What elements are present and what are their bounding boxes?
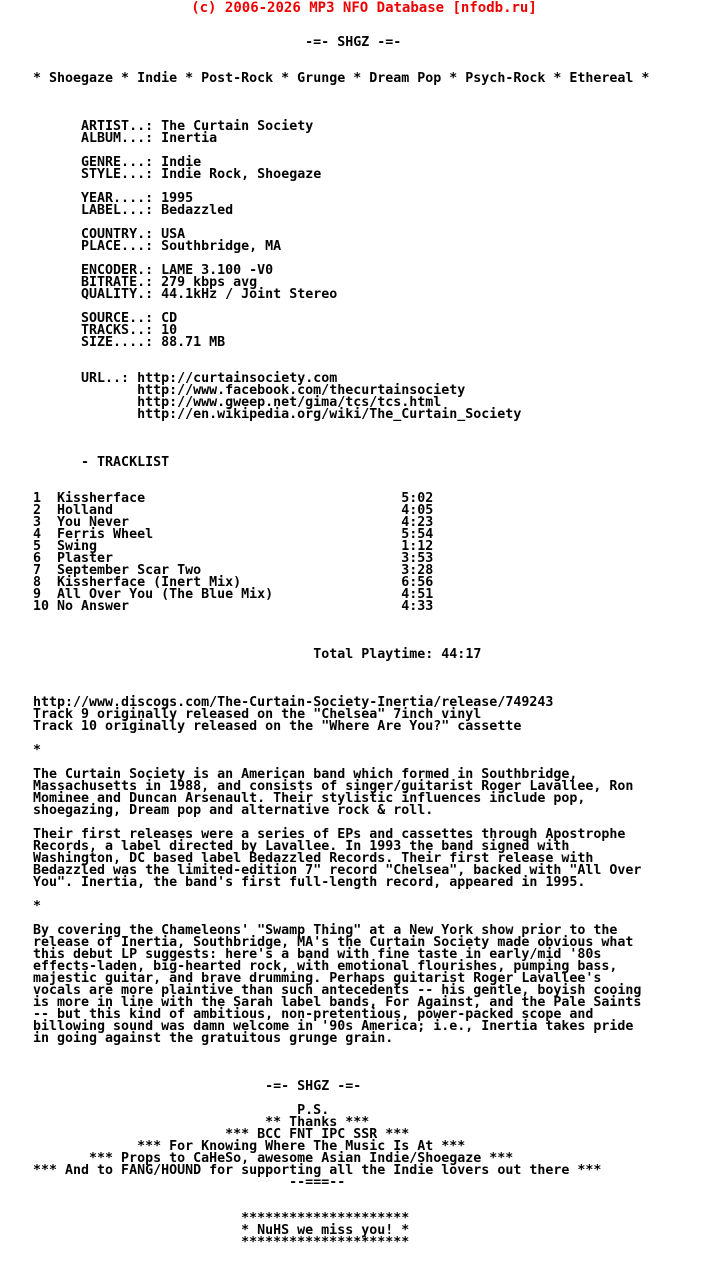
url-value: http://www.facebook.com/thecurtainsociety <box>137 383 466 398</box>
text-line: Track 10 originally released on the "Where Are You?" cassette <box>33 719 522 734</box>
info-row <box>81 205 337 217</box>
info-label: ENCODER.: <box>81 263 154 278</box>
footer-fang-line: *** And to FANG/HOUND for supporting all the Indie lovers out there *** <box>33 1163 602 1178</box>
info-label: QUALITY.: <box>81 287 154 302</box>
info-label: PLACE...: <box>81 239 154 254</box>
info-group <box>81 313 337 349</box>
text-line: shoegazing, Dream pop and alternative rock & roll. <box>33 803 434 818</box>
footer-thanks-line: ** Thanks *** <box>265 1115 370 1130</box>
track-title: No Answer <box>57 599 130 614</box>
track-number: 5 <box>33 539 42 554</box>
genres-line: * Shoegaze * Indie * Post-Rock * Grunge * Dream Pop * Psych-Rock * Ethereal * <box>33 71 650 86</box>
url-value: http://www.gweep.net/gima/tcs/tcs.html <box>137 395 442 410</box>
ascii-box-top: ********************* <box>241 1211 410 1226</box>
bio-paragraph-3 <box>33 925 641 1045</box>
release-notes <box>33 697 553 733</box>
info-label: SIZE....: <box>81 335 154 350</box>
text-line: Bedazzled was the limited-edition 7" record "Chelsea", backed with "All Over <box>33 863 642 878</box>
tracklist-heading: - TRACKLIST <box>81 455 170 470</box>
url-value: http://en.wikipedia.org/wiki/The_Curtain_Society <box>137 407 522 422</box>
info-value: 10 <box>161 323 178 338</box>
info-row <box>81 169 337 181</box>
track-time: 6:56 <box>401 575 434 590</box>
footer-section-banner: -=- SHGZ -=- <box>265 1079 362 1094</box>
info-value: LAME 3.100 -V0 <box>161 263 274 278</box>
text-line: The Curtain Society is an American band which formed in Southbridge, <box>33 767 578 782</box>
text-line: Washington, DC based label Bedazzled Records. Their first release with <box>33 851 594 866</box>
nuhs-ascii-box <box>33 1213 409 1249</box>
track-title: Swing <box>57 539 98 554</box>
url-label: URL..: <box>81 371 130 386</box>
track-number: 2 <box>33 503 42 518</box>
section-banner: -=- SHGZ -=- <box>305 35 402 50</box>
text-line: You". Inertia, the band's first full-length record, appeared in 1995. <box>33 875 586 890</box>
text-line: By covering the Chameleons' "Swamp Thing" at a New York show prior to the <box>33 923 618 938</box>
text-line: Their first releases were a series of EPs and cassettes through Apostrophe <box>33 827 626 842</box>
text-line: majestic guitar, and brave drumming. Perhaps guitarist Roger Lavallee's <box>33 971 602 986</box>
track-number: 10 <box>33 599 50 614</box>
text-line: -- but this kind of ambitious, non-pretentious, power-packed scope and <box>33 1007 594 1022</box>
info-group <box>81 157 337 181</box>
release-info-block <box>33 121 337 361</box>
track-number: 4 <box>33 527 42 542</box>
info-group <box>81 229 337 253</box>
info-value: Inertia <box>161 131 218 146</box>
text-line: billowing sound was damn welcome in '90s America; i.e., Inertia takes pride <box>33 1019 634 1034</box>
track-title: You Never <box>57 515 130 530</box>
footer-props-line: *** Props to CaHeSo, awesome Asian Indie/Shoegaze *** <box>89 1151 514 1166</box>
track-time: 3:53 <box>401 551 434 566</box>
track-time: 5:54 <box>401 527 434 542</box>
text-line: Mominee and Duncan Arsenault. Their stylistic influences include pop, <box>33 791 586 806</box>
bio-paragraph-1 <box>33 769 633 817</box>
footer-ps-line: P.S. <box>297 1103 330 1118</box>
info-label: SOURCE..: <box>81 311 154 326</box>
track-title: Ferris Wheel <box>57 527 154 542</box>
info-label: ARTIST..: <box>81 119 154 134</box>
track-title: Plaster <box>57 551 114 566</box>
footer-separator-line: --===-- <box>289 1175 346 1190</box>
ascii-box-bottom: ********************* <box>241 1235 410 1250</box>
info-row <box>81 133 337 145</box>
info-row <box>81 241 337 253</box>
text-line: in going against the gratuitous grunge grain. <box>33 1031 394 1046</box>
track-time: 4:33 <box>401 599 434 614</box>
info-value: Indie <box>161 155 202 170</box>
info-row <box>81 289 337 301</box>
track-time: 5:02 <box>401 491 434 506</box>
info-value: 1995 <box>161 191 194 206</box>
track-number: 6 <box>33 551 42 566</box>
text-line: release of Inertia, Southbridge, MA's the Curtain Society made obvious what <box>33 935 634 950</box>
track-title: Holland <box>57 503 114 518</box>
info-label: ALBUM...: <box>81 131 154 146</box>
track-title: All Over You (The Blue Mix) <box>57 587 274 602</box>
ascii-box-text: * NuHS we miss you! * <box>241 1223 410 1238</box>
info-label: LABEL...: <box>81 203 154 218</box>
info-value: Bedazzled <box>161 203 234 218</box>
text-line: this debut LP suggests: here's a band with fine taste in early/mid '80s <box>33 947 602 962</box>
info-value: 44.1kHz / Joint Stereo <box>161 287 338 302</box>
info-group <box>81 265 337 301</box>
footer-groups-line: *** BCC FNT IPC SSR *** <box>225 1127 410 1142</box>
track-time: 4:51 <box>401 587 434 602</box>
track-number: 3 <box>33 515 42 530</box>
text-line: Massachusetts in 1988, and consists of singer/guitarist Roger Lavallee, Ron <box>33 779 634 794</box>
bio-paragraph-2 <box>33 829 641 889</box>
info-group <box>81 193 337 217</box>
info-value: 88.71 MB <box>161 335 226 350</box>
info-group <box>81 121 337 145</box>
text-line: is more in line with the Sarah label bands, For Against, and the Pale Saints <box>33 995 642 1010</box>
total-playtime-value: 44:17 <box>441 647 482 662</box>
text-line: effects-laden, big-hearted rock, with emotional flourishes, pumping bass, <box>33 959 618 974</box>
info-value: 279 kbps avg <box>161 275 258 290</box>
track-time: 4:23 <box>401 515 434 530</box>
total-playtime-label: Total Playtime: <box>313 647 434 662</box>
text-line: http://www.discogs.com/The-Curtain-Society-Inertia/release/749243 <box>33 695 554 710</box>
info-value: Indie Rock, Shoegaze <box>161 167 322 182</box>
star-divider: * <box>33 743 42 758</box>
text-line: Records, a label directed by Lavallee. In 1993 the band signed with <box>33 839 570 854</box>
info-label: BITRATE.: <box>81 275 154 290</box>
track-row <box>33 599 434 614</box>
info-label: STYLE...: <box>81 167 154 182</box>
total-playtime <box>313 649 481 661</box>
info-label: COUNTRY.: <box>81 227 154 242</box>
track-title: September Scar Two <box>57 563 202 578</box>
track-number: 9 <box>33 587 42 602</box>
text-line: Track 9 originally released on the "Chelsea" 7inch vinyl <box>33 707 482 722</box>
info-row <box>81 337 337 349</box>
star-divider: * <box>33 899 42 914</box>
track-number: 1 <box>33 491 42 506</box>
url-list <box>33 373 521 421</box>
text-line: vocals are more plaintive than such antecedents -- his gentle, boyish cooing <box>33 983 642 998</box>
url-value: http://curtainsociety.com <box>137 371 338 386</box>
info-label: TRACKS..: <box>81 323 154 338</box>
url-line <box>137 409 521 421</box>
track-number: 8 <box>33 575 42 590</box>
track-number: 7 <box>33 563 42 578</box>
info-value: Southbridge, MA <box>161 239 282 254</box>
track-title: Kissherface <box>57 491 146 506</box>
track-title: Kissherface (Inert Mix) <box>57 575 242 590</box>
info-label: GENRE...: <box>81 155 154 170</box>
info-value: The Curtain Society <box>161 119 314 134</box>
track-time: 1:12 <box>401 539 434 554</box>
footer-knowing-line: *** For Knowing Where The Music Is At *** <box>137 1139 466 1154</box>
info-value: CD <box>161 311 178 326</box>
footer-greets <box>33 1105 601 1189</box>
info-label: YEAR....: <box>81 191 154 206</box>
info-value: USA <box>161 227 186 242</box>
track-time: 4:05 <box>401 503 434 518</box>
copyright-line: (c) 2006-2026 MP3 NFO Database [nfodb.ru] <box>191 0 537 16</box>
track-time: 3:28 <box>401 563 434 578</box>
tracklist <box>33 491 434 614</box>
